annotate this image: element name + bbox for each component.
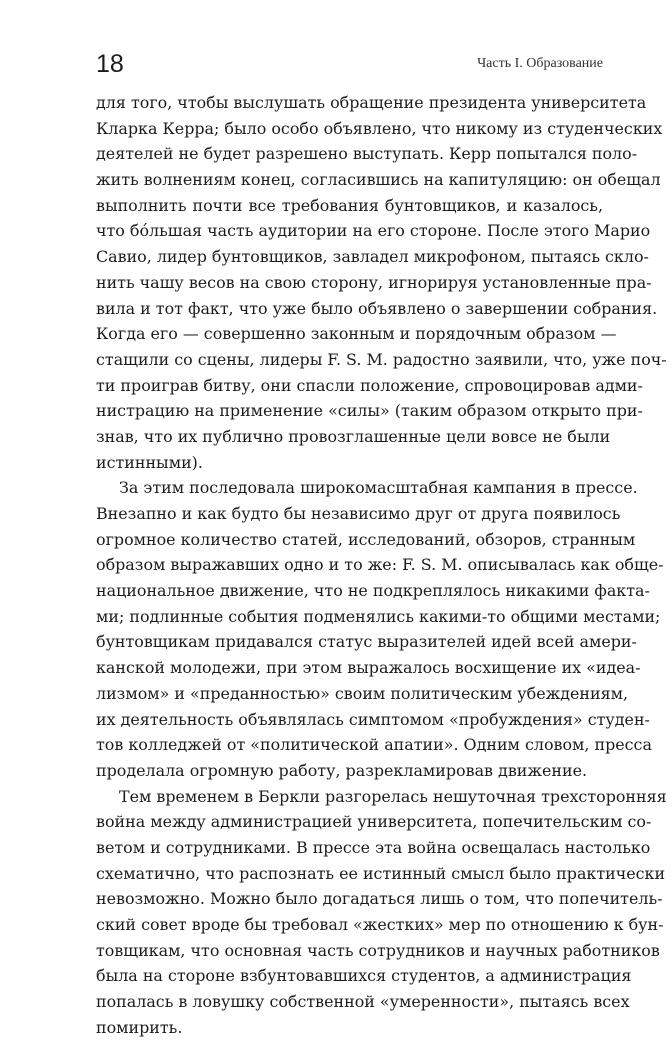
text-line: лизмом» и «преданностью» своим политическим убеждениям,: [96, 683, 629, 703]
running-head: Часть I. Образование: [477, 56, 603, 71]
paragraph: [96, 784, 667, 1040]
page-header: [96, 46, 603, 82]
text-line: бунтовщикам придавался статус выразителей идей всей амери-: [96, 632, 637, 652]
text-line: проделала огромную работу, разрекламировав движение.: [96, 760, 588, 780]
text-line: Когда его — совершенно законным и порядочным образом —: [96, 324, 617, 344]
page-number: 18: [96, 50, 124, 78]
text-line: национальное движение, что не подкреплялось никакими факта-: [96, 581, 650, 601]
text-line: вила и тот факт, что уже было объявлено о завершении собрания.: [96, 298, 658, 318]
text-line: нистрацию на применение «силы» (таким образом открыто при-: [96, 401, 643, 421]
paragraph: [96, 475, 664, 783]
text-line: для того, чтобы выслушать обращение президента университета: [96, 93, 647, 112]
text-line: За этим последовала широкомасштабная кампания в прессе.: [119, 478, 638, 498]
text-line: что бóльшая часть аудитории на его стороне. После этого Марио: [96, 221, 651, 241]
body-text: [96, 90, 667, 1040]
text-line: нить чашу весов на свою сторону, игнорируя установленные пра-: [96, 272, 652, 292]
text-line: война между администрацией университета, попечительским со-: [96, 812, 652, 832]
text-line: невозможно. Можно было догадаться лишь о том, что попечитель-: [96, 889, 663, 909]
text-line: знав, что их публично провозглашенные цели вовсе не были: [96, 426, 611, 446]
text-line: жить волнениям конец, согласившись на капитуляцию: он обещал: [96, 170, 661, 190]
text-line: Кларка Керра; было особо объявлено, что никому из студенческих: [96, 118, 663, 138]
text-line: стащили со сцены, лидеры F. S. M. радостно заявили, что, уже поч-: [96, 349, 667, 369]
text-line: деятелей не будет разрешено выступать. Керр попытался поло-: [96, 144, 638, 164]
text-line: помирить.: [96, 1017, 183, 1037]
text-line: ти проиграв битву, они спасли положение, спровоцировав адми-: [96, 375, 643, 395]
text-line: тов колледжей от «политической апатии». Одним словом, пресса: [96, 735, 652, 755]
paragraph: [96, 90, 667, 475]
text-line: ский совет вроде бы требовал «жестких» мер по отношению к бун-: [96, 915, 664, 934]
text-line: образом выражавших одно и то же: F. S. M. описывалась как обще-: [96, 555, 664, 575]
text-line: ми; подлинные события подменялись какими-то общими местами;: [96, 606, 661, 626]
text-line: Внезапно и как будто бы независимо друг от друга появилось: [96, 504, 621, 523]
text-line: истинными).: [96, 452, 203, 472]
text-line: схематично, что распознать ее истинный смысл было практически: [96, 863, 666, 883]
text-line: их деятельность объявлялась симптомом «пробуждения» студен-: [96, 709, 650, 729]
text-line: Савио, лидер бунтовщиков, завладел микрофоном, пытаясь скло-: [96, 247, 649, 267]
text-line: ветом и сотрудниками. В прессе эта война освещалась настолько: [96, 837, 651, 857]
text-line: огромное количество статей, исследований, обзоров, странным: [96, 529, 636, 549]
text-line: выполнить почти все требования бунтовщиков, и казалось,: [96, 195, 603, 215]
text-line: была на стороне взбунтовавшихся студентов, а администрация: [96, 966, 632, 986]
text-line: товщикам, что основная часть сотрудников и научных работников: [96, 940, 660, 960]
text-line: канской молодежи, при этом выражалось восхищение их «идеа-: [96, 658, 641, 678]
text-line: Тем временем в Беркли разгорелась нешуточная трехсторонняя: [119, 786, 667, 806]
text-line: попалась в ловушку собственной «умеренности», пытаясь всех: [96, 992, 630, 1012]
